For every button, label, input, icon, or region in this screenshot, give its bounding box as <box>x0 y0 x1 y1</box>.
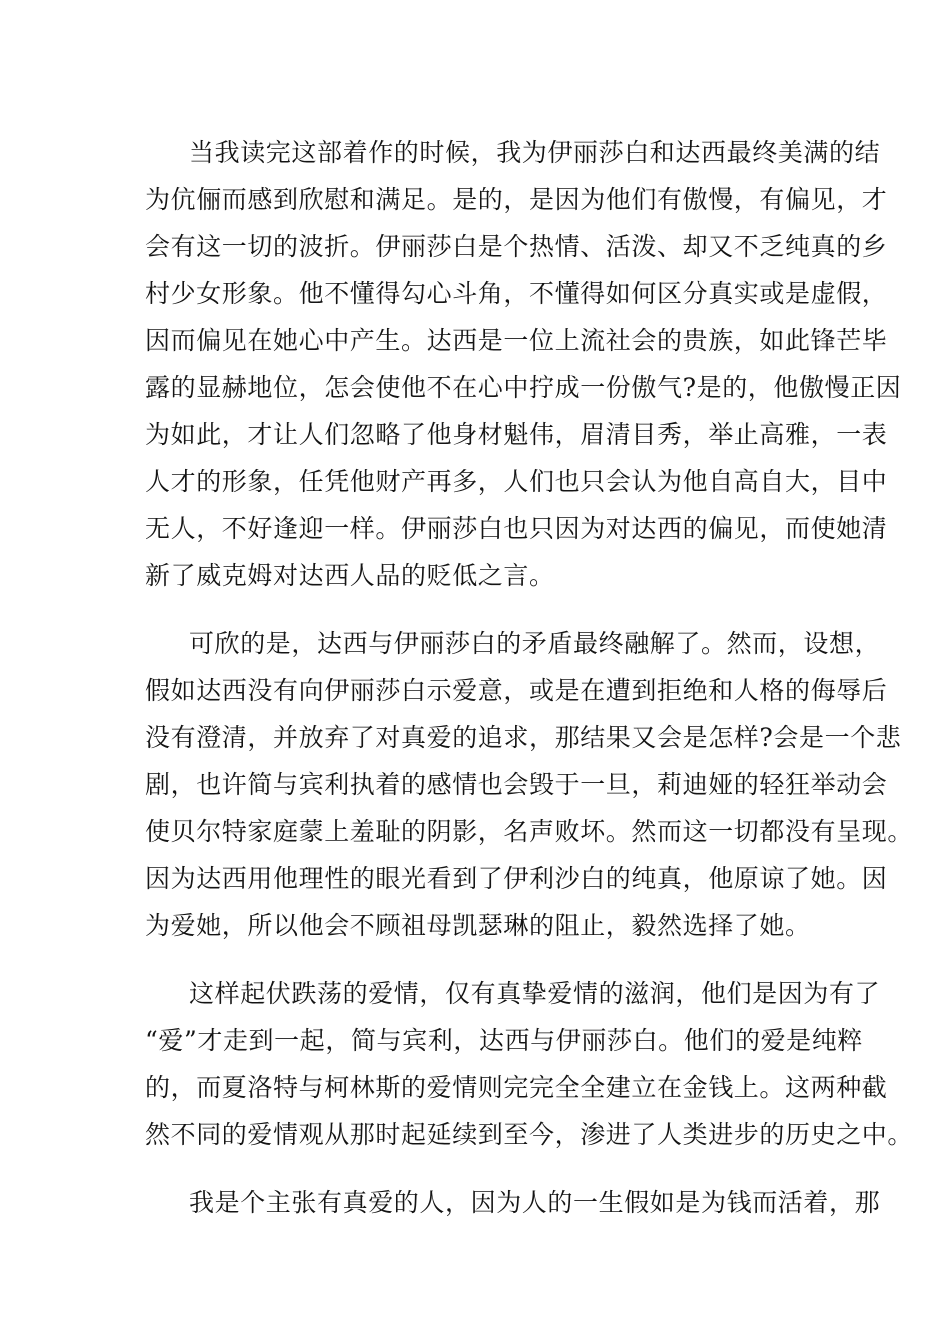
paragraph-2-line-7: 为爱她，所以他会不顾祖母凯瑟琳的阻止，毅然选择了她。 <box>145 911 811 940</box>
paragraph-1-line-2: 为伉俪而感到欣慰和满足。是的，是因为他们有傲慢，有偏见，才 <box>145 185 888 214</box>
paragraph-2-line-1: 可欣的是，达西与伊丽莎白的矛盾最终融解了。然而，设想， <box>189 629 881 658</box>
paragraph-3-line-2: “爱”才走到一起，简与宾利，达西与伊丽莎白。他们的爱是纯粹 <box>145 1026 863 1055</box>
paragraph-2-line-5: 使贝尔特家庭蒙上羞耻的阴影，名声败坏。然而这一切都没有呈现。 <box>145 817 914 846</box>
paragraph-3-line-1: 这样起伏跌荡的爱情，仅有真挚爱情的滋润，他们是因为有了 <box>189 979 881 1008</box>
paragraph-1-line-3: 会有这一切的波折。伊丽莎白是个热情、活泼、却又不乏纯真的乡 <box>145 232 888 261</box>
paragraph-2-line-4: 剧，也许简与宾利执着的感情也会毁于一旦，莉迪娅的轻狂举动会 <box>145 770 888 799</box>
paragraph-1-line-1: 当我读完这部着作的时候，我为伊丽莎白和达西最终美满的结 <box>189 138 881 167</box>
paragraph-4-line-1: 我是个主张有真爱的人，因为人的一生假如是为钱而活着，那 <box>189 1188 881 1217</box>
paragraph-2-line-6: 因为达西用他理性的眼光看到了伊利沙白的纯真，他原谅了她。因 <box>145 864 888 893</box>
paragraph-2-line-2: 假如达西没有向伊丽莎白示爱意，或是在遭到拒绝和人格的侮辱后 <box>145 676 888 705</box>
paragraph-1-line-5: 因而偏见在她心中产生。达西是一位上流社会的贵族，如此锋芒毕 <box>145 326 888 355</box>
paragraph-1-line-8: 人才的形象，任凭他财产再多，人们也只会认为他自高自大，目中 <box>145 467 888 496</box>
paragraph-1-line-7: 为如此，才让人们忽略了他身材魁伟，眉清目秀，举止高雅，一表 <box>145 420 888 449</box>
paragraph-1-line-10: 新了威克姆对达西人品的贬低之言。 <box>145 561 555 590</box>
paragraph-1-line-9: 无人，不好逢迎一样。伊丽莎白也只因为对达西的偏见，而使她清 <box>145 514 888 543</box>
paragraph-3-line-3: 的，而夏洛特与柯林斯的爱情则完完全全建立在金钱上。这两种截 <box>145 1073 888 1102</box>
paragraph-3-line-4: 然不同的爱情观从那时起延续到至今，渗进了人类进步的历史之中。 <box>145 1120 914 1149</box>
paragraph-2-line-3: 没有澄清，并放弃了对真爱的追求，那结果又会是怎样?会是一个悲 <box>145 723 902 752</box>
paragraph-1-line-6: 露的显赫地位，怎会使他不在心中拧成一份傲气?是的，他傲慢正因 <box>145 373 902 402</box>
paragraph-1-line-4: 村少女形象。他不懂得勾心斗角，不懂得如何区分真实或是虚假， <box>145 279 888 308</box>
